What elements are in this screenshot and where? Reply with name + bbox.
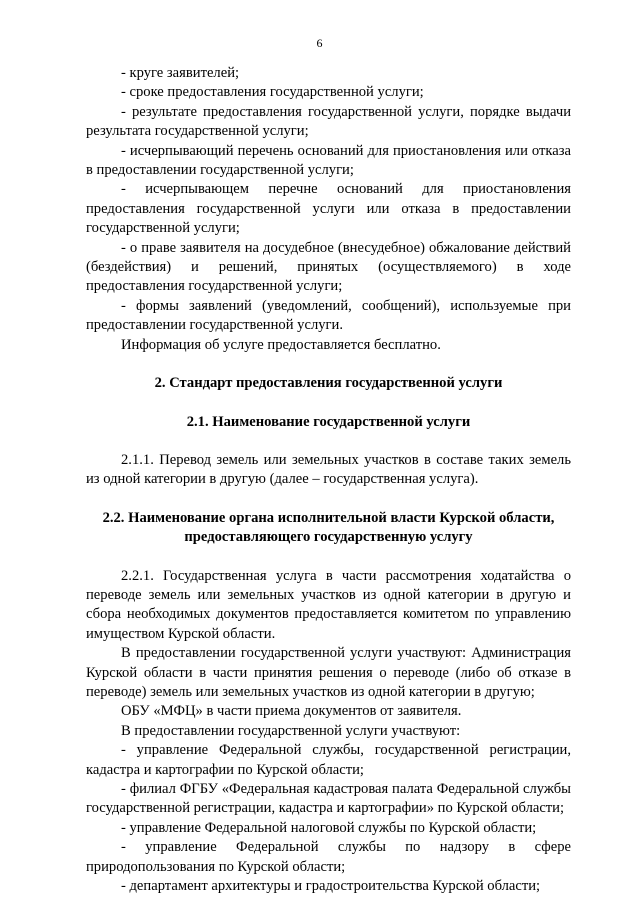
participants-paragraph: В предоставлении государственной услуги участвуют: Администрация Курской области в части принятия решения о переводе (либо об отказе в переводе) земель или земельных участков из одной категории в другую; — [86, 645, 571, 700]
section-2-2-1-paragraph: 2.2.1. Государственная услуга в части рассмотрения ходатайства о переводе земель или земельных участков из одной категории в другую и сбора необходимых документов предоставляется комитетом по управлению имуществом Курской области. — [86, 567, 571, 642]
list-item: - управление Федеральной службы по надзору в сфере природопользования по Курской области; — [86, 839, 571, 875]
list-item: - формы заявлений (уведомлений, сообщений), используемые при предоставлении государственной услуги. — [86, 297, 571, 334]
page-number: 6 — [316, 36, 323, 50]
list-item: - филиал ФГБУ «Федеральная кадастровая палата Федеральной службы государственной регистрации, кадастра и картографии» по Курской области; — [86, 781, 571, 817]
list-item: - исчерпывающий перечень оснований для приостановления или отказа в предоставлении государственной услуги; — [86, 142, 571, 179]
list-item: - круге заявителей; — [121, 65, 240, 81]
section-2-1-title: 2.1. Наименование государственной услуги — [186, 413, 471, 430]
info-free-paragraph: Информация об услуге предоставляется бесплатно. — [121, 336, 441, 353]
list-item: - исчерпывающем перечне оснований для приостановления предоставления государственной услуги или отказа в предоставлении государственной услуги; — [86, 181, 571, 237]
list-item: - результате предоставления государственной услуги, порядке выдачи результата государственной услуги; — [86, 103, 571, 140]
section-2-1-1-paragraph: 2.1.1. Перевод земель или земельных участков в составе таких земель из одной категории в другую (далее – государственная услуга). — [86, 451, 571, 488]
list-item: - управление Федеральной налоговой службы по Курской области; — [121, 819, 537, 836]
list-item: - управление Федеральной службы, государственной регистрации, кадастра и картографии по Курской области; — [86, 742, 571, 778]
list-item: - сроке предоставления государственной услуги; — [121, 84, 424, 101]
section-2-title: 2. Стандарт предоставления государственной услуги — [154, 375, 503, 392]
document-body — [86, 64, 571, 896]
list-item: - департамент архитектуры и градостроительства Курской области; — [121, 878, 541, 895]
mfc-paragraph: ОБУ «МФЦ» в части приема документов от заявителя. — [121, 703, 462, 720]
participants-intro: В предоставлении государственной услуги участвуют: — [121, 722, 461, 739]
section-2-2-title: 2.2. Наименование органа исполнительной власти Курской области, предоставляющего государственную услугу — [102, 509, 555, 546]
list-item: - о праве заявителя на досудебное (внесудебное) обжалование действий (бездействия) и решений, принятых (осуществляемого) в ходе предоставления государственной услуги; — [86, 239, 571, 295]
